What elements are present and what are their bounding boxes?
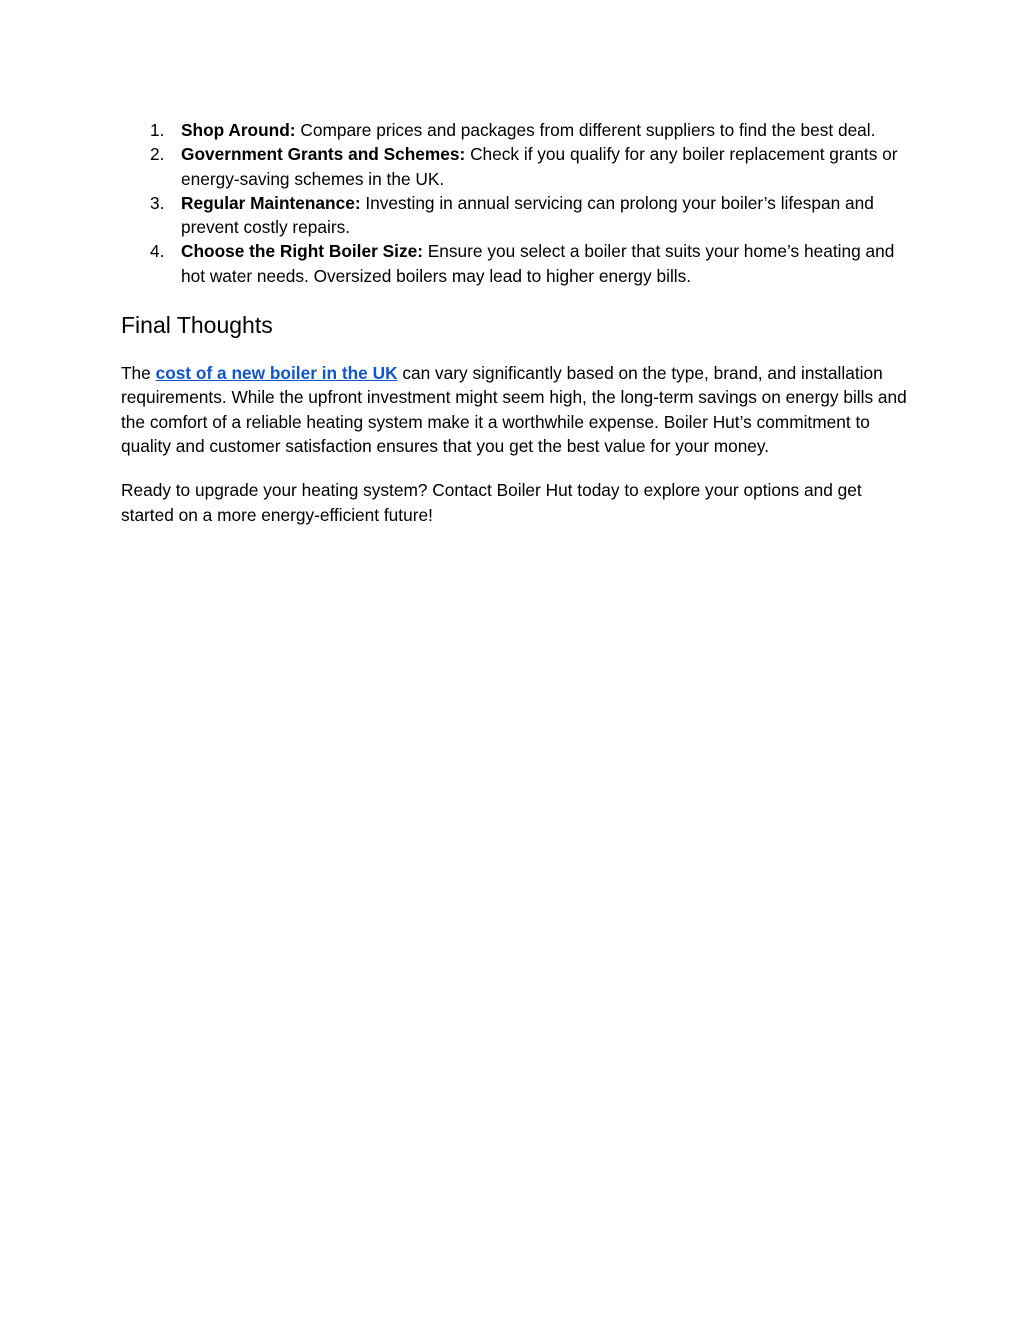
call-to-action-paragraph: Ready to upgrade your heating system? Contact Boiler Hut today to explore your options and get started on a more energy-efficient future! — [121, 480, 862, 525]
list-item-title: Regular Maintenance: — [181, 192, 361, 213]
page-content — [121, 118, 911, 527]
list-item-text: Check if you qualify for any boiler replacement grants or energy-saving schemes in the UK. — [181, 144, 898, 189]
list-item-text: Ensure you select a boiler that suits your home’s heating and hot water needs. Oversized boilers may lead to higher energy bills. — [181, 241, 895, 286]
list-item-title: Government Grants and Schemes: — [181, 144, 466, 165]
boiler-cost-link[interactable]: cost of a new boiler in the UK — [155, 363, 398, 384]
list-item-text: Compare prices and packages from different suppliers to find the best deal. — [295, 120, 876, 140]
list-number: 2. — [150, 144, 165, 165]
tips-list — [121, 118, 911, 288]
paragraph-text: can vary significantly based on the type, brand, and installation requirements. While the upfront investment might seem high, the long-term savings on energy bills and the comfort of a reliable heating system make it a worthwhile expense. Boiler Hut’s commitment to quality and customer satisfaction ensures that you get the best value for your money. — [121, 363, 907, 456]
final-thoughts-paragraph — [121, 361, 911, 458]
list-item-title: Choose the Right Boiler Size: — [181, 241, 423, 262]
list-item — [121, 118, 911, 142]
list-number: 4. — [150, 241, 165, 262]
list-number: 3. — [150, 192, 165, 213]
list-item-text: Investing in annual servicing can prolong your boiler’s lifespan and prevent costly repairs. — [181, 192, 874, 238]
list-item — [121, 239, 911, 288]
paragraph-prefix: The — [121, 363, 156, 384]
list-item-title: Shop Around: — [181, 120, 296, 140]
list-item — [121, 142, 911, 191]
section-heading: Final Thoughts — [121, 312, 273, 339]
list-item — [121, 191, 911, 240]
list-number: 1. — [150, 120, 165, 140]
